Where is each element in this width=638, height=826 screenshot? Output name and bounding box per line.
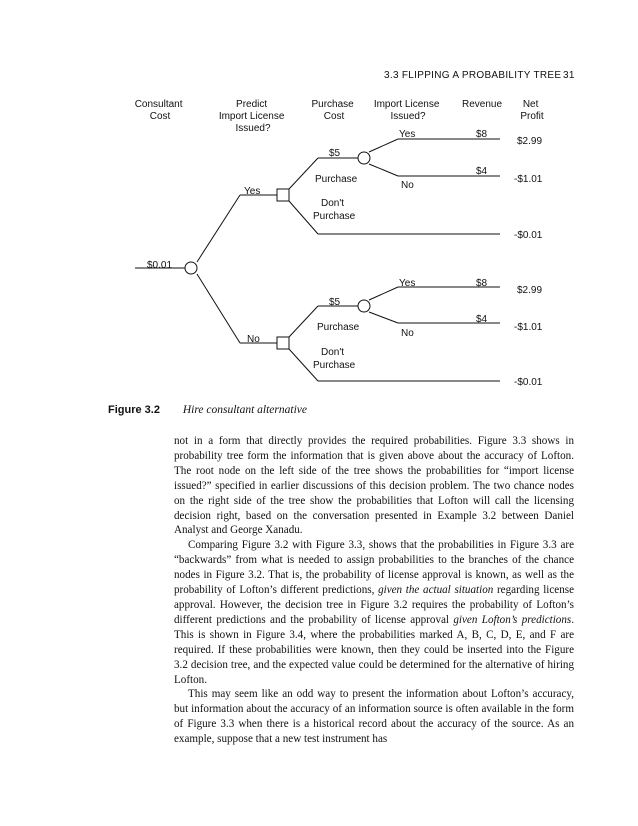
license-yes-label-upper: Yes	[399, 129, 416, 140]
col-header-revenue: Revenue	[461, 99, 503, 110]
emphasis-text: given the actual situation	[378, 584, 494, 597]
branch-line-no	[197, 274, 240, 343]
text-run: regarding license approval. However, the decision tree in Figure 3.2 requires the probability of Lofton’s different predictions and the probability of license approval	[174, 584, 574, 626]
revenue-yes-upper: $8	[476, 129, 488, 140]
branch-label-no: No	[247, 334, 260, 345]
text-run: not in a form that directly provides the required probabilities. Figure 3.3 shows in probability tree form the information that is given above about the accuracy of Lofton. The root node on the left side of the tree shows the probabilities for “import license issued?” specified in earlier discussions of this decision problem. The two chance nodes on the right side of the tree show the probabilities that Lofton will call the licensing decision right, based on the conversation presented in Example 3.2 between Daniel Analyst and George Xanadu.	[174, 435, 574, 537]
purchase-branch-lower	[289, 306, 318, 337]
running-header: 3.3 FLIPPING A PROBABILITY TREE	[384, 70, 562, 81]
paragraph	[174, 538, 574, 687]
profit-no-upper: -$1.01	[514, 174, 543, 185]
dont-label-upper-2: Purchase	[313, 211, 356, 222]
chance-node-upper	[358, 152, 370, 164]
purchase-branch-upper	[289, 158, 318, 189]
profit-yes-upper: $2.99	[517, 136, 543, 147]
figure-label: Figure 3.2	[108, 404, 160, 416]
emphasis-text: given Lofton’s predictions	[453, 613, 572, 626]
revenue-yes-lower: $8	[476, 278, 488, 289]
col-header-consultant-cost: Consultant Cost	[134, 99, 183, 122]
license-no-lower	[369, 312, 398, 323]
license-no-upper	[369, 164, 398, 176]
license-yes-lower	[369, 287, 398, 300]
col-header-predict: Predict Import License Issued?	[218, 99, 285, 134]
branch-line-yes	[197, 195, 240, 262]
decision-tree-diagram	[0, 0, 638, 400]
dont-label-upper-1: Don't	[321, 198, 345, 209]
license-no-label-upper: No	[401, 180, 414, 191]
chance-node-root	[185, 262, 197, 274]
decision-node-lower	[277, 337, 289, 349]
purchase-label-upper: Purchase	[315, 174, 358, 185]
license-no-label-lower: No	[401, 328, 414, 339]
root-cost-label: $0.01	[147, 260, 173, 271]
text-run: This may seem like an odd way to present the information about Lofton’s accuracy, but information about the accuracy of an information source is often available in the form of Figure 3.3 when there is a historical record about the accuracy of the source. As an example, suppose that a new test instrument has	[174, 688, 574, 746]
col-header-license: Import License Issued?	[373, 99, 440, 122]
paragraph	[174, 434, 574, 538]
purchase-cost-upper: $5	[329, 148, 341, 159]
dont-label-lower-1: Don't	[321, 347, 345, 358]
chance-node-lower	[358, 300, 370, 312]
profit-dont-lower: -$0.01	[514, 377, 543, 388]
license-yes-upper	[369, 139, 398, 152]
profit-yes-lower: $2.99	[517, 285, 543, 296]
license-yes-label-lower: Yes	[399, 278, 416, 289]
figure-title: Hire consultant alternative	[182, 404, 307, 416]
decision-node-upper	[277, 189, 289, 201]
body-text	[174, 434, 574, 747]
revenue-no-lower: $4	[476, 314, 488, 325]
figure-caption	[108, 404, 307, 416]
profit-no-lower: -$1.01	[514, 322, 543, 333]
profit-dont-upper: -$0.01	[514, 230, 543, 241]
revenue-no-upper: $4	[476, 166, 488, 177]
purchase-label-lower: Purchase	[317, 322, 360, 333]
page-number: 31	[563, 70, 575, 81]
col-header-net-profit: Net Profit	[520, 99, 544, 122]
text-run: . This is shown in Figure 3.4, where the probabilities marked A, B, C, D, E, and F are required. If these probabilities were known, then they could be inserted into the Figure 3.2 decision tree, and the expected value could be determined for the alternative of hiring Lofton.	[174, 613, 574, 686]
text-run: Comparing Figure 3.2 with Figure 3.3, shows that the probabilities in Figure 3.3 are “backwards” from what is needed to assign probabilities to the branches of the chance nodes in Figure 3.2. That is, the probability of license approval is known, as well as the probability of Lofton’s different predictions,	[174, 539, 574, 597]
paragraph	[174, 687, 574, 747]
dont-label-lower-2: Purchase	[313, 360, 356, 371]
col-header-purchase-cost: Purchase Cost	[311, 99, 354, 122]
purchase-cost-lower: $5	[329, 297, 341, 308]
branch-label-yes: Yes	[244, 186, 261, 197]
